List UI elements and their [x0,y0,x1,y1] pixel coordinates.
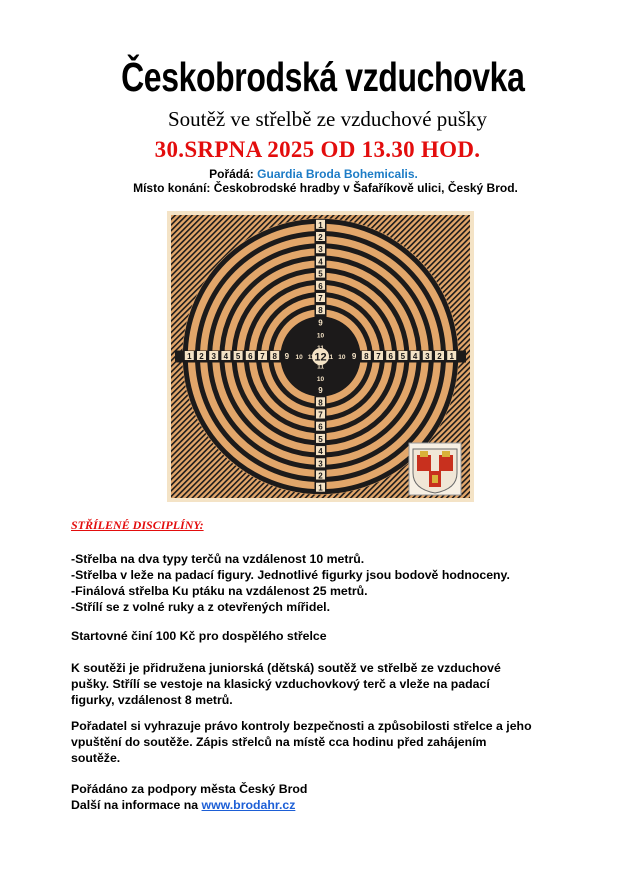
website-link[interactable]: www.brodahr.cz [201,798,296,812]
ring-label-right: 7 [376,352,381,361]
subtitle: Soutěž ve střelbě ze vzduchové pušky [168,107,487,131]
event-date: 30.SRPNA 2025 OD 13.30 HOD. [154,137,481,162]
organizer-label: Pořádá: [209,167,254,181]
ring-label-top: 1 [318,220,323,230]
venue-line: Místo konání: Českobrodské hradby v Šafaříkově ulici, Český Brod. [133,181,518,195]
ring-label-left: 6 [248,352,253,361]
junior-line: figurky, vzdálenost 8 metrů. [71,693,233,707]
ring-label-top: 6 [318,281,323,291]
rules-line: vpuštění do soutěže. Zápis střelců na místě cca hodinu před zahájením [71,735,487,749]
page-title: Českobrodská vzduchovka [121,54,525,100]
ring-label-bottom: 7 [318,410,323,420]
junior-line: pušky. Střílí se vestoje na klasický vzduchovkový terč a vleže na padací [71,677,490,691]
ring-label-left: 9 [284,352,290,361]
rules-paragraph [71,718,532,766]
ring-label-top: 2 [318,233,323,242]
ring-label-right: 10 [338,354,346,361]
rules-line: soutěže. [71,751,121,765]
rules-line: Pořadatel si vyhrazuje právo kontroly bezpečnosti a způsobilosti střelce a jeho [71,719,532,733]
info-line [71,797,307,813]
ring-label-left: 3 [211,352,216,361]
ring-label-top: 11 [317,344,324,352]
target-center-label: 12 [314,351,327,364]
ring-label-right: 9 [351,352,357,361]
shooting-target-image [167,211,474,502]
disciplines-list [71,551,510,615]
ring-label-bottom: 2 [318,471,323,481]
ring-label-top: 7 [318,294,323,303]
ring-label-top: 5 [318,269,323,279]
ring-label-left: 2 [199,352,204,361]
junior-paragraph [71,660,501,708]
ring-label-bottom: 3 [318,459,323,469]
ring-label-right: 5 [400,352,406,361]
organizer-name: Guardia Broda Bohemicalis. [257,167,418,181]
ring-label-top: 8 [318,306,323,316]
ring-label-right: 2 [437,352,442,361]
ring-label-left: 4 [223,352,229,361]
support-line: Pořádáno za podpory města Český Brod [71,782,308,796]
junior-line: K soutěži je přidružena juniorská (dětská) soutěž ve střelbě ze vzduchové [71,661,501,675]
discipline-item: -Finálová střelba Ku ptáku na vzdálenost 25 metrů. [71,584,368,598]
ring-label-left: 5 [235,352,241,361]
discipline-item: -Střelba v leže na padací figury. Jednotlivé figurky jsou bodově hodnoceny. [71,568,510,582]
ring-label-bottom: 11 [317,363,324,371]
ring-label-bottom: 5 [318,434,323,444]
ring-label-bottom: 8 [318,398,323,408]
ring-label-top: 4 [318,257,323,267]
ring-label-left: 11 [307,354,315,361]
ring-label-right: 8 [364,352,369,361]
organizer-line [0,167,637,181]
ring-label-right: 6 [388,352,393,361]
fee-text: Startovné činí 100 Kč pro dospělého střelce [71,629,327,643]
ring-label-right: 3 [425,352,430,361]
ring-label-left: 7 [260,352,265,361]
ring-label-bottom: 1 [318,483,323,493]
ring-label-right: 1 [449,352,454,361]
ring-label-top: 9 [318,318,323,328]
ring-label-bottom: 4 [318,447,323,457]
ring-label-bottom: 6 [318,422,323,432]
ring-label-top: 10 [316,332,325,340]
ring-label-left: 1 [187,352,192,361]
ring-label-left: 10 [295,354,303,361]
coat-of-arms-icon [409,443,461,495]
ring-label-right: 11 [326,354,334,361]
support-paragraph [71,781,307,813]
fee-line [71,628,327,644]
ring-label-top: 3 [318,245,323,255]
discipline-item: -Střelba na dva typy terčů na vzdálenost 10 metrů. [71,552,365,566]
disciplines-heading: STŘÍLENÉ DISCIPLÍNY: [71,518,204,532]
discipline-item: -Střílí se z volné ruky a z otevřených mířidel. [71,600,331,614]
ring-label-right: 4 [412,352,418,361]
ring-label-bottom: 9 [318,386,323,396]
ring-label-left: 8 [272,352,277,361]
info-label: Další na informace na [71,798,202,812]
ring-label-bottom: 10 [316,375,325,383]
